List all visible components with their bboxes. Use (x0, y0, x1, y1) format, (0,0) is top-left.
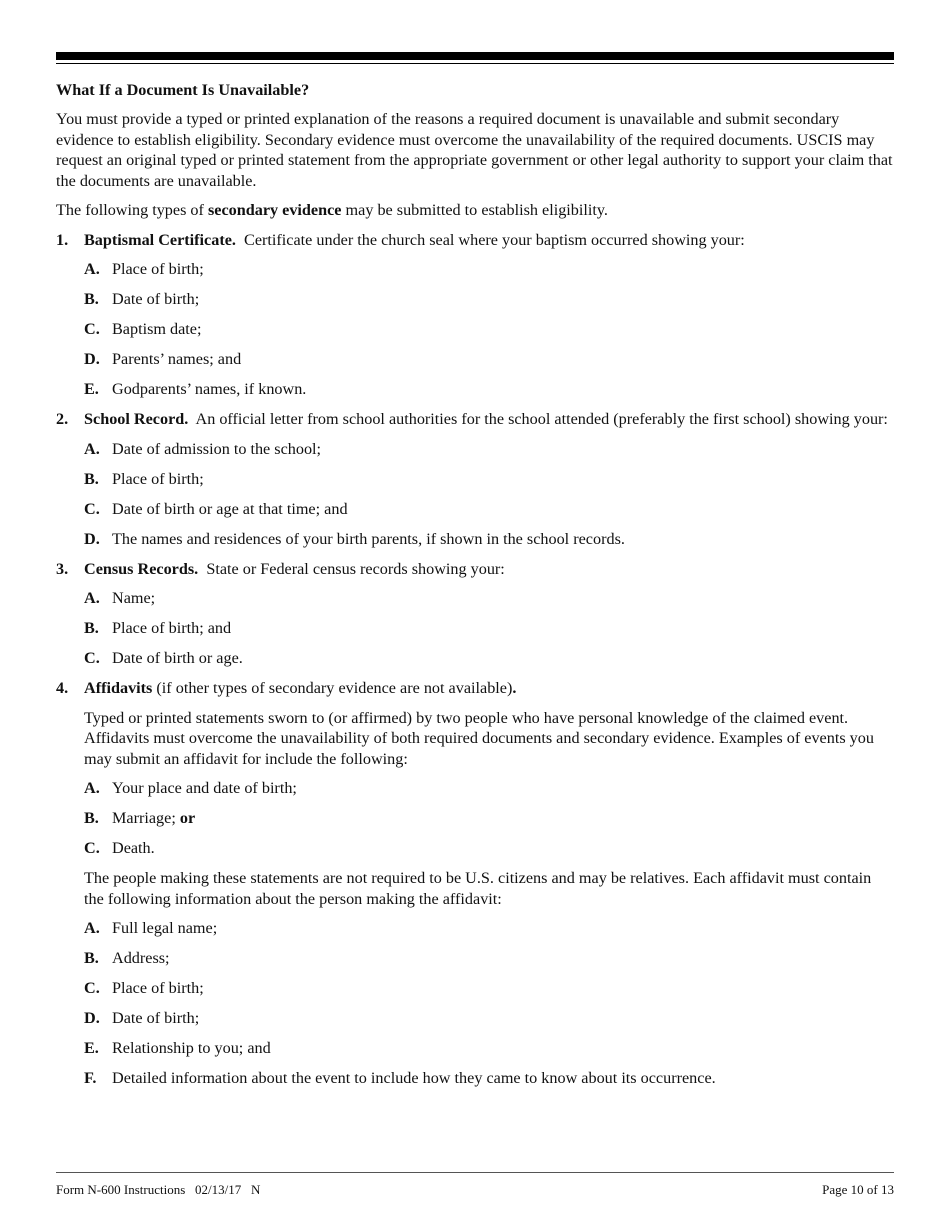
list-item-affidavits: 4. Affidavits (if other types of secondary evidence are not available). (56, 679, 517, 697)
header-rule-thick (56, 52, 894, 60)
sub-item: C. Date of birth or age at that time; and (84, 499, 348, 518)
sub-item: B. Place of birth; (84, 469, 204, 488)
sub-item: B. Marriage; or (84, 809, 196, 827)
sub-item: E. Godparents’ names, if known. (84, 380, 307, 398)
sub-item: F. Detailed information about the event to include how they came to know about its occurrence. (84, 1069, 716, 1087)
footer-rule (56, 1172, 894, 1173)
sub-item: C. Death. (84, 839, 155, 857)
list-item-census-records: 3. Census Records. State or Federal census records showing your: (56, 559, 505, 578)
sub-item: C. Baptism date; (84, 320, 202, 338)
list-item-school-record: 2. School Record. An official letter from school authorities for the school attended (preferably the first school) showing your: (56, 410, 888, 428)
sub-item: D. The names and residences of your birth parents, if shown in the school records. (84, 529, 625, 548)
affidavit-paragraph: Typed or printed statements sworn to (or affirmed) by two people who have personal knowledge of the claimed event. Affidavits must overcome the unavailability of both required documents and secondary evidence. Examples of events you may submit an affidavit for include the following: (84, 708, 874, 768)
sub-item: E. Relationship to you; and (84, 1039, 271, 1057)
page-number: Page 10 of 13 (822, 1182, 894, 1197)
sub-item: B. Date of birth; (84, 290, 200, 308)
sub-item: A. Your place and date of birth; (84, 779, 297, 797)
sub-item: C. Place of birth; (84, 979, 204, 997)
sub-item: D. Parents’ names; and (84, 350, 242, 368)
sub-item: A. Full legal name; (84, 919, 218, 937)
intro-paragraph: You must provide a typed or printed explanation of the reasons a required document is unavailable and submit secondary evidence to establish eligibility. Secondary evidence must overcome the unavailability of the required documents. USCIS may request an original typed or printed statement from the appropriate government or other legal authority to support your claim that the documents are unavailable. (56, 110, 893, 190)
page-content (56, 80, 894, 1098)
form-identifier: Form N-600 Instructions 02/13/17 N (56, 1182, 261, 1197)
list-item-baptismal-certificate: 1. Baptismal Certificate. Certificate under the church seal where your baptism occurred showing your: (56, 230, 745, 249)
types-paragraph: The following types of secondary evidence may be submitted to establish eligibility. (56, 201, 608, 219)
sub-item: B. Address; (84, 949, 170, 967)
header-rule-thin (56, 63, 894, 64)
sub-item: A. Name; (84, 589, 156, 607)
sub-item: C. Date of birth or age. (84, 649, 243, 667)
sub-item: A. Place of birth; (84, 260, 204, 278)
section-heading: What If a Document Is Unavailable? (56, 81, 310, 99)
sub-item: A. Date of admission to the school; (84, 439, 322, 458)
sub-item: D. Date of birth; (84, 1009, 200, 1027)
affidavit-requirements-paragraph: The people making these statements are not required to be U.S. citizens and may be relatives. Each affidavit must contain the following information about the person making the affidavit: (84, 869, 872, 908)
sub-item: B. Place of birth; and (84, 619, 232, 637)
